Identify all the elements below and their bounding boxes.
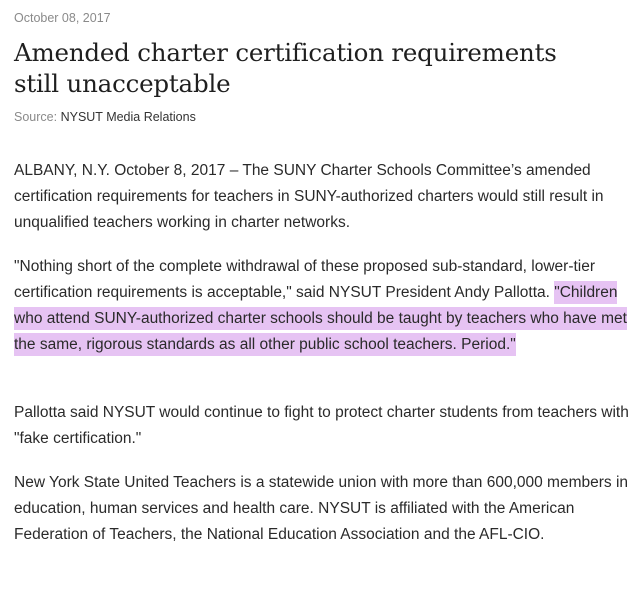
article-date: October 08, 2017: [14, 11, 111, 25]
headline-line-2: still unacceptable: [14, 69, 231, 98]
paragraph-quote: [14, 254, 634, 358]
paragraph-about-nysut: New York State United Teachers is a statewide union with more than 600,000 members in education, human services and health care. NYSUT is affiliated with the American Federation of Teachers, the National Education Association and the AFL-CIO.: [14, 474, 629, 543]
paragraph-fight: Pallotta said NYSUT would continue to fight to protect charter students from teachers with "fake certification.": [14, 404, 629, 447]
quote-text: "Nothing short of the complete withdrawal of these proposed sub-standard, lower-tier certification requirements is acceptable," said NYSUT President Andy Pallotta.: [14, 258, 596, 301]
highlighted-quote: "Children who attend SUNY-authorized charter schools should be taught by teachers who have met the same, rigorous standards as all other public school teachers. Period.": [14, 281, 627, 356]
source-value: NYSUT Media Relations: [60, 110, 196, 124]
source-label: Source:: [14, 110, 58, 124]
headline-line-1: Amended charter certification requirements: [14, 38, 557, 67]
paragraph-intro: ALBANY, N.Y. October 8, 2017 – The SUNY Charter Schools Committee’s amended certification requirements for teachers in SUNY-authorized charters would still result in unqualified teachers working in charter networks.: [14, 162, 604, 231]
article-source: [14, 110, 196, 124]
article-headline: [14, 37, 624, 99]
